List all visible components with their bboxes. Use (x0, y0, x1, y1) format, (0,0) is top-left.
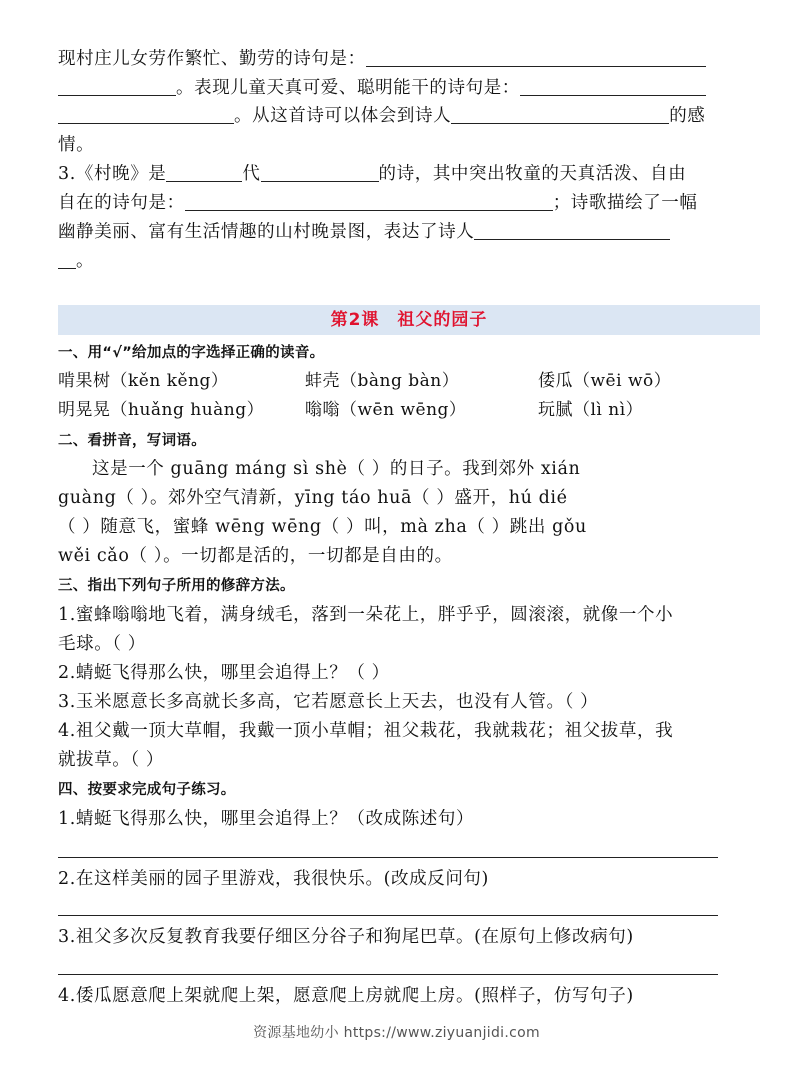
answer-blank[interactable] (451, 105, 669, 124)
section-4-title: 四、按要求完成句子练习。 (58, 782, 236, 798)
answer-blank[interactable] (261, 163, 379, 182)
answer-line[interactable] (58, 857, 718, 858)
section-3-title: 三、指出下列句子所用的修辞方法。 (58, 578, 295, 594)
question-text: 代 (242, 164, 261, 184)
question-text: 的诗，其中突出牧童的天真活泼、自由 (378, 164, 687, 184)
answer-line[interactable] (58, 915, 718, 916)
sentence-exercise: 1.蜻蜓飞得那么快，哪里会追得上？（改成陈述句） (58, 809, 475, 829)
vocab-item: 倭瓜（wēi wō） (538, 371, 672, 391)
sentence-exercise: 4.倭瓜愿意爬上架就爬上架，愿意爬上房就爬上房。(照样子，仿写句子) (58, 986, 634, 1006)
answer-line[interactable] (58, 974, 718, 975)
lesson-title: 祖父的园子 (397, 310, 488, 330)
question-text: 的感 (669, 106, 706, 126)
answer-blank[interactable] (166, 163, 242, 182)
rhetoric-question-line: 就拔草。（ ） (58, 750, 165, 770)
answer-blank[interactable] (185, 192, 553, 211)
question-text: 现村庄儿女劳作繁忙、勤劳的诗句是： (58, 49, 366, 69)
pinyin-passage-line: wěi cǎo（ ）。一切都是活的，一切都是自由的。 (58, 546, 453, 566)
pinyin-passage-line: guàng（ ）。郊外空气清新，yīng táo huā（ ）盛开，hú dié (58, 488, 568, 508)
rhetoric-question-line: 2.蜻蜓飞得那么快，哪里会追得上？（ ） (58, 663, 390, 683)
sentence-exercise: 3.祖父多次反复教育我要仔细区分谷子和狗尾巴草。(在原句上修改病句) (58, 927, 634, 947)
answer-blank[interactable] (366, 48, 706, 67)
rhetoric-question-line: 1.蜜蜂嗡嗡地飞着，满身绒毛，落到一朵花上，胖乎乎，圆滚滚，就像一个小 (58, 605, 674, 625)
poem-question-line-3 (58, 105, 753, 127)
section-2-title: 二、看拼音，写词语。 (58, 433, 206, 449)
answer-blank[interactable] (58, 77, 176, 96)
poem-question-line-1 (58, 48, 753, 70)
answer-blank[interactable] (520, 77, 706, 96)
question-text: 自在的诗句是： (58, 193, 185, 213)
lesson-header (58, 305, 760, 335)
footer-watermark: 资源基地幼小 https://www.ziyuanjidi.com (253, 1025, 540, 1041)
vocab-item: 玩腻（lì nì） (538, 400, 644, 420)
answer-blank[interactable] (58, 105, 234, 124)
question-3-line-1 (58, 163, 753, 185)
vocab-item: 蚌壳（bàng bàn） (305, 371, 460, 391)
vocab-item: 明晃晃（huǎng huàng） (58, 400, 265, 420)
question-3-line-4 (58, 250, 753, 272)
sentence-exercise: 2.在这样美丽的园子里游戏，我很快乐。(改成反问句) (58, 869, 489, 889)
question-3-line-2 (58, 192, 753, 214)
pinyin-passage-line: 这是一个 guāng máng sì shè（ ）的日子。我到郊外 xián (92, 459, 581, 479)
pinyin-passage-line: （ ）随意飞，蜜蜂 wēng wēng（ ）叫，mà zha（ ）跳出 gǒu (58, 517, 587, 537)
answer-blank[interactable] (474, 221, 670, 240)
question-text: 。 (76, 251, 95, 271)
section-1-title: 一、用“√”给加点的字选择正确的读音。 (58, 345, 325, 361)
rhetoric-question-line: 毛球。（ ） (58, 634, 146, 654)
question-text: 3.《村晚》是 (58, 164, 167, 184)
poem-question-line-2 (58, 77, 753, 99)
question-text: ；诗歌描绘了一幅 (552, 193, 698, 213)
poem-question-line-4 (58, 134, 753, 156)
question-text: 。从这首诗可以体会到诗人 (234, 106, 452, 126)
question-text: 幽静美丽、富有生活情趣的山村晚景图，表达了诗人 (58, 222, 475, 242)
vocab-item: 嗡嗡（wēn wēng） (305, 400, 467, 420)
vocab-item: 啃果树（kěn kěng） (58, 371, 229, 391)
answer-blank[interactable] (58, 250, 76, 269)
question-text: 。表现儿童天真可爱、聪明能干的诗句是： (176, 78, 520, 98)
question-3-line-3 (58, 221, 753, 243)
rhetoric-question-line: 4.祖父戴一顶大草帽，我戴一顶小草帽；祖父栽花，我就栽花；祖父拔草，我 (58, 721, 674, 741)
question-text: 情。 (58, 135, 95, 155)
lesson-number: 第2课 (330, 310, 380, 330)
rhetoric-question-line: 3.玉米愿意长多高就长多高，它若愿意长上天去，也没有人管。（ ） (58, 692, 599, 712)
